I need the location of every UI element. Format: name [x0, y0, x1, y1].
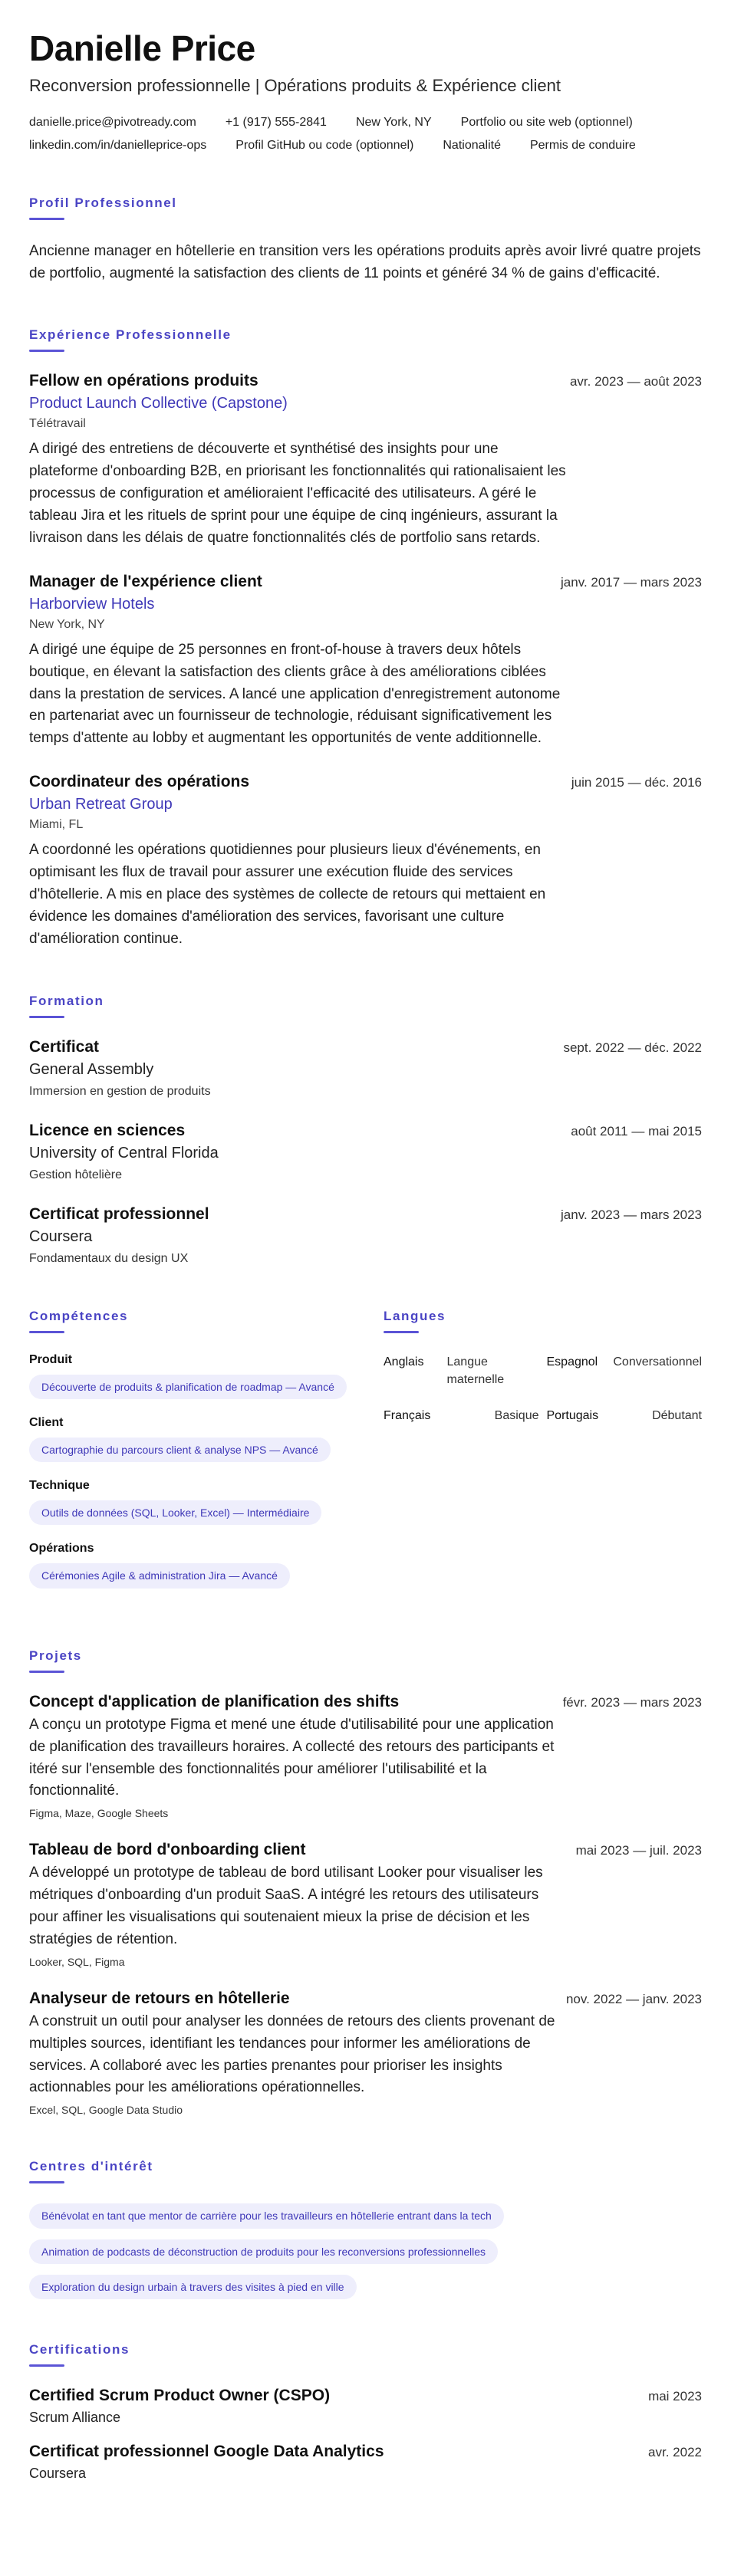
skill-group: [29, 1416, 382, 1462]
language-level: Débutant: [652, 1408, 702, 1422]
job-dates: avr. 2023 — août 2023: [569, 374, 702, 389]
language-item: [384, 1353, 539, 1388]
employer-name: Urban Retreat Group: [29, 796, 173, 813]
contact-location: New York, NY: [355, 115, 432, 129]
contact-driving-license: Permis de conduire: [529, 138, 636, 152]
section-divider: [29, 2364, 64, 2367]
education-entry: [29, 1038, 702, 1099]
section-title: Profil Professionnel: [29, 195, 177, 210]
language-name: Portugais: [546, 1408, 599, 1422]
skill-category: Client: [29, 1415, 64, 1429]
candidate-tagline: Reconversion professionnelle | Opérations produits & Expérience client: [29, 75, 561, 95]
contact-email[interactable]: danielle.price@pivotready.com: [29, 115, 196, 129]
project-tools: Excel, SQL, Google Data Studio: [29, 2104, 183, 2117]
job-location: Miami, FL: [29, 818, 84, 832]
section-title: Centres d'intérêt: [29, 2159, 153, 2174]
section-divider: [29, 2181, 64, 2183]
job-description: A dirigé une équipe de 25 personnes en front-of-house à travers deux hôtels boutique, en élevant la satisfaction des clients grâce à des améliorations ciblées dans la prestation de services. A lancé une application d'enregistrement autonome en partenariat avec un fournisseur de technologie, réduisant significativement les temps d'attente au lobby et augmentant les opportunités de vente additionnelle.: [29, 641, 561, 747]
certification-name: Certified Scrum Product Owner (CSPO): [29, 2387, 331, 2405]
project-tools: Looker, SQL, Figma: [29, 1955, 125, 1968]
degree-title: Certificat: [29, 1037, 100, 1056]
interest-chip: Exploration du design urbain à travers des visites à pied en ville: [29, 2275, 357, 2299]
interests-section: [29, 2159, 702, 2299]
section-divider: [29, 1016, 64, 1018]
certification-date: avr. 2022: [648, 2445, 702, 2460]
resume-header: [29, 29, 702, 153]
certification-name: Certificat professionnel Google Data Analytics: [29, 2443, 384, 2461]
school-name: Coursera: [29, 1227, 93, 1245]
summary-section: [29, 196, 702, 285]
employer-name: Product Launch Collective (Capstone): [29, 395, 288, 412]
project-name: Concept d'application de planification des shifts: [29, 1692, 400, 1710]
experience-section: [29, 327, 702, 950]
contact-list: [29, 116, 704, 153]
job-description: A coordonné les opérations quotidiennes pour plusieurs lieux d'événements, en optimisant les flux de travail pour assurer une exécution fluide des services d'hôtellerie. A mis en place des systèmes de collecte de retours qui mettaient en évidence les domaines d'amélioration des services, favorisant une culture d'amélioration continue.: [29, 842, 546, 947]
language-level: Basique: [494, 1408, 539, 1422]
language-level: Langue maternelle: [446, 1355, 505, 1386]
contact-nationality: Nationalité: [443, 138, 501, 152]
school-name: General Assembly: [29, 1060, 154, 1078]
certification-issuer: Scrum Alliance: [29, 2410, 121, 2426]
languages-section: [384, 1309, 702, 1605]
project-dates: nov. 2022 — janv. 2023: [565, 1991, 702, 2006]
section-divider: [29, 350, 64, 352]
experience-entry: [29, 372, 702, 549]
degree-title: Certificat professionnel: [29, 1204, 209, 1223]
summary-text: Ancienne manager en hôtellerie en transition vers les opérations produits après avoir livré quatre projets de portfolio, augmenté la satisfaction des clients de 11 points et généré 34 % de gains d'efficacité.: [29, 242, 701, 282]
project-description: A construit un outil pour analyser les données de retours des clients provenant de multiples sources, identifiant les tendances pour informer les améliorations de services. A collaboré avec les parties prenantes pour prioriser les insights actionnables pour les améliorations opérationnelles.: [29, 2013, 555, 2096]
language-item: [547, 1407, 703, 1424]
language-item: [547, 1353, 703, 1388]
language-list: [384, 1353, 702, 1425]
skill-chip: Cartographie du parcours client & analyse NPS — Avancé: [29, 1438, 331, 1462]
job-location: Télétravail: [29, 417, 86, 431]
section-divider: [29, 1671, 64, 1673]
education-entry: [29, 1205, 702, 1266]
skill-chip: Outils de données (SQL, Looker, Excel) — Intermédiaire: [29, 1500, 321, 1525]
skill-chip: Cérémonies Agile & administration Jira — Avancé: [29, 1563, 290, 1588]
school-name: University of Central Florida: [29, 1144, 219, 1162]
language-item: [384, 1407, 539, 1424]
experience-entry: [29, 773, 702, 950]
contact-phone[interactable]: +1 (917) 555-2841: [225, 115, 327, 129]
project-description: A conçu un prototype Figma et mené une étude d'utilisabilité pour une application de planification des travailleurs horaires. A collecté des retours des participants et itéré sur l'ensemble des fonctionnalités pour améliorer l'utilisabilité et la fonctionnalité.: [29, 1716, 555, 1799]
project-entry: [29, 1693, 702, 1820]
candidate-name: Danielle Price: [29, 28, 255, 68]
skills-languages-row: [29, 1309, 702, 1605]
job-title: Coordinateur des opérations: [29, 773, 250, 791]
section-divider: [384, 1331, 419, 1333]
language-level: Conversationnel: [613, 1355, 702, 1368]
project-tools: Figma, Maze, Google Sheets: [29, 1807, 169, 1820]
project-dates: févr. 2023 — mars 2023: [562, 1694, 702, 1710]
skill-category: Technique: [29, 1479, 90, 1493]
interest-list: [29, 2203, 702, 2299]
language-name: Français: [384, 1408, 431, 1422]
section-title: Formation: [29, 993, 104, 1008]
certification-issuer: Coursera: [29, 2466, 87, 2482]
education-dates: sept. 2022 — déc. 2022: [563, 1040, 702, 1055]
job-location: New York, NY: [29, 617, 105, 631]
education-section: [29, 994, 702, 1266]
section-title: Compétences: [29, 1308, 129, 1323]
section-title: Projets: [29, 1648, 82, 1663]
section-title: Certifications: [29, 2342, 130, 2358]
section-title: Expérience Professionnelle: [29, 327, 232, 343]
certifications-section: [29, 2342, 702, 2482]
degree-title: Licence en sciences: [29, 1121, 186, 1139]
project-description: A développé un prototype de tableau de bord utilisant Looker pour visualiser les métriques d'onboarding d'un produit SaaS. A intégré les retours des utilisateurs pour affiner les visualisations qui soutenaient mieux la prise de décision et les stratégies de rétention.: [29, 1865, 543, 1947]
education-dates: janv. 2023 — mars 2023: [561, 1207, 702, 1222]
field-of-study: Immersion en gestion de produits: [29, 1084, 211, 1098]
certification-entry: [29, 2387, 702, 2426]
project-dates: mai 2023 — juil. 2023: [575, 1843, 702, 1858]
experience-entry: [29, 573, 702, 750]
skill-category: Opérations: [29, 1542, 94, 1556]
certification-date: mai 2023: [648, 2389, 702, 2404]
interest-chip: Animation de podcasts de déconstruction de produits pour les reconversions professionnelles: [29, 2239, 498, 2264]
education-entry: [29, 1122, 702, 1182]
field-of-study: Fondamentaux du design UX: [29, 1251, 189, 1265]
contact-github[interactable]: Profil GitHub ou code (optionnel): [235, 138, 414, 152]
skills-section: [29, 1309, 382, 1605]
project-entry: [29, 1990, 702, 2117]
projects-section: [29, 1648, 702, 2117]
skill-group: [29, 1542, 382, 1588]
project-name: Tableau de bord d'onboarding client: [29, 1841, 306, 1859]
education-dates: août 2011 — mai 2015: [571, 1123, 702, 1138]
section-title: Langues: [384, 1308, 446, 1323]
language-name: Espagnol: [546, 1355, 598, 1368]
skill-group: [29, 1479, 382, 1525]
job-description: A dirigé des entretiens de découverte et synthétisé des insights pour une plateforme d'onboarding B2B, en priorisant les fonctionnalités qui rationalisaient les processus de configuration et amélioraient l'efficacité des utilisateurs. A géré le tableau Jira et les rituels de sprint pour une équipe de cinq ingénieurs, assurant la livraison dans les délais de quatre fonctionnalités clés de portfolio sans retards.: [29, 441, 566, 546]
section-divider: [29, 218, 64, 220]
employer-name: Harborview Hotels: [29, 595, 155, 613]
project-entry: [29, 1841, 702, 1968]
contact-linkedin[interactable]: linkedin.com/in/danielleprice-ops: [29, 138, 207, 152]
skill-chip: Découverte de produits & planification de roadmap — Avancé: [29, 1375, 347, 1399]
interest-chip: Bénévolat en tant que mentor de carrière pour les travailleurs en hôtellerie entrant dans la tech: [29, 2203, 504, 2228]
contact-portfolio[interactable]: Portfolio ou site web (optionnel): [460, 115, 633, 129]
language-name: Anglais: [384, 1355, 424, 1368]
field-of-study: Gestion hôtelière: [29, 1168, 122, 1181]
skill-category: Produit: [29, 1352, 72, 1366]
certification-entry: [29, 2443, 702, 2482]
job-dates: janv. 2017 — mars 2023: [561, 574, 702, 590]
job-dates: juin 2015 — déc. 2016: [571, 775, 702, 790]
project-name: Analyseur de retours en hôtellerie: [29, 1989, 290, 2007]
job-title: Fellow en opérations produits: [29, 372, 258, 390]
skill-group: [29, 1353, 382, 1399]
job-title: Manager de l'expérience client: [29, 572, 262, 590]
section-divider: [29, 1331, 64, 1333]
